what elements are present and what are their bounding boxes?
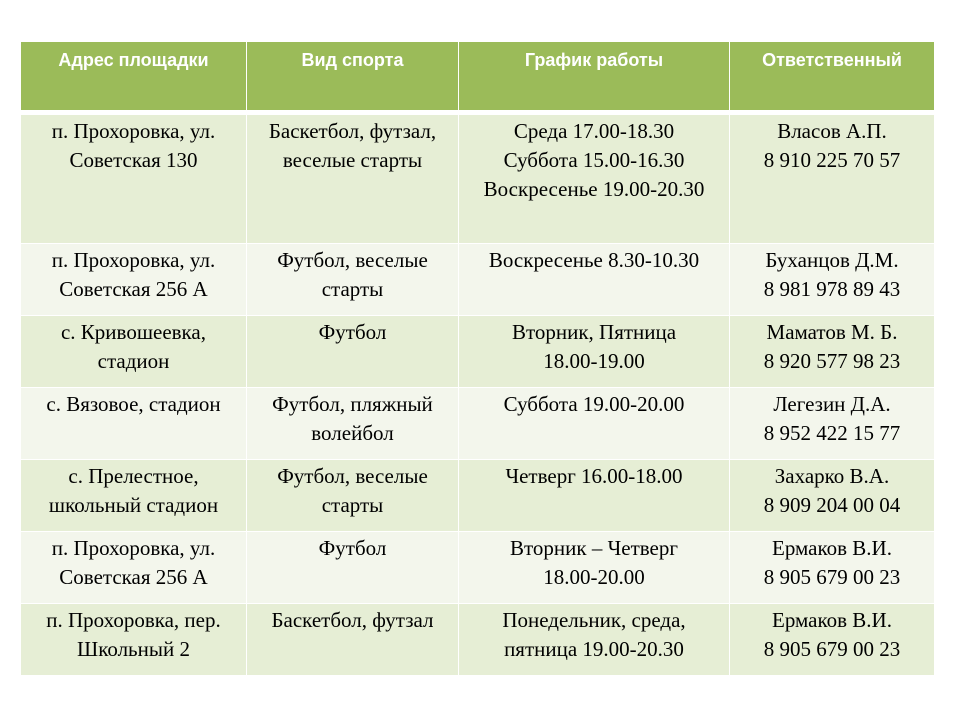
cell-line: с. Вязовое, стадион	[46, 391, 221, 416]
address-cell	[21, 387, 247, 459]
sport-cell	[247, 114, 459, 243]
cell-line: Футбол, веселые	[277, 463, 428, 488]
header-schedule: График работы	[459, 42, 730, 110]
cell-line: Маматов М. Б.	[766, 319, 898, 344]
cell-line: 8 920 577 98 23	[763, 348, 901, 373]
schedule-cell	[459, 387, 730, 459]
cell-line: 18.00-20.00	[543, 564, 645, 589]
sport-cell	[247, 531, 459, 603]
cell-line: Ермаков В.И.	[772, 535, 892, 560]
cell-line: Баскетбол, футзал	[271, 607, 434, 632]
cell-line: 8 952 422 15 77	[763, 420, 901, 445]
responsible-cell	[730, 114, 935, 243]
cell-line: Вторник – Четверг	[510, 535, 678, 560]
cell-line: 8 981 978 89 43	[763, 276, 901, 301]
cell-line: 8 909 204 00 04	[763, 492, 901, 517]
cell-line: Советская 130	[69, 147, 198, 172]
cell-line: 18.00-19.00	[543, 348, 645, 373]
table-row	[21, 459, 935, 531]
header-address: Адрес площадки	[21, 42, 247, 110]
cell-line: Буханцов Д.М.	[765, 247, 899, 272]
cell-line: Легезин Д.А.	[773, 391, 891, 416]
responsible-cell	[730, 243, 935, 315]
address-cell	[21, 243, 247, 315]
responsible-cell	[730, 459, 935, 531]
address-cell	[21, 603, 247, 675]
cell-line: п. Прохоровка, пер.	[46, 607, 221, 632]
cell-line: Вторник, Пятница	[511, 319, 677, 344]
cell-line: Советская 256 А	[59, 276, 208, 301]
sport-cell	[247, 459, 459, 531]
sport-cell	[247, 603, 459, 675]
schedule-cell	[459, 315, 730, 387]
cell-line: Ермаков В.И.	[772, 607, 892, 632]
table-row	[21, 243, 935, 315]
cell-line: 8 905 679 00 23	[763, 564, 901, 589]
table-row	[21, 387, 935, 459]
cell-line: веселые старты	[282, 147, 423, 172]
cell-line: Футбол	[318, 319, 387, 344]
cell-line: школьный стадион	[48, 492, 219, 517]
schedule-cell	[459, 531, 730, 603]
cell-line: волейбол	[311, 420, 394, 445]
address-cell	[21, 531, 247, 603]
schedule-cell	[459, 114, 730, 243]
cell-line: Футбол, веселые	[277, 247, 428, 272]
cell-line: Суббота 15.00-16.30	[503, 147, 685, 172]
table-row	[21, 531, 935, 603]
cell-line: п. Прохоровка, ул.	[51, 118, 216, 143]
table-row	[21, 315, 935, 387]
responsible-cell	[730, 603, 935, 675]
cell-line: старты	[321, 276, 384, 301]
responsible-cell	[730, 315, 935, 387]
cell-line: Четверг 16.00-18.00	[505, 463, 683, 488]
header-sport: Вид спорта	[247, 42, 459, 110]
cell-line: пятница 19.00-20.30	[504, 636, 684, 661]
address-cell	[21, 315, 247, 387]
header-responsible: Ответственный	[730, 42, 935, 110]
cell-line: с. Прелестное,	[68, 463, 199, 488]
table-row	[21, 603, 935, 675]
schedule-cell	[459, 603, 730, 675]
cell-line: Футбол, пляжный	[272, 391, 433, 416]
cell-line: п. Прохоровка, ул.	[51, 535, 216, 560]
address-cell	[21, 459, 247, 531]
table-header-row	[21, 42, 935, 110]
venues-table	[20, 42, 935, 676]
cell-line: Баскетбол, футзал,	[268, 118, 437, 143]
address-cell	[21, 114, 247, 243]
table-row	[21, 114, 935, 243]
responsible-cell	[730, 387, 935, 459]
sport-cell	[247, 315, 459, 387]
cell-line: Среда 17.00-18.30	[513, 118, 675, 143]
cell-line: 8 905 679 00 23	[763, 636, 901, 661]
schedule-cell	[459, 459, 730, 531]
cell-line: Понедельник, среда,	[502, 607, 686, 632]
cell-line: стадион	[97, 348, 170, 373]
cell-line: Воскресенье 19.00-20.30	[483, 176, 705, 201]
cell-line: Школьный 2	[77, 636, 190, 661]
cell-line: с. Кривошеевка,	[60, 319, 207, 344]
sport-cell	[247, 243, 459, 315]
responsible-cell	[730, 531, 935, 603]
cell-line: Футбол	[318, 535, 387, 560]
cell-line: п. Прохоровка, ул.	[51, 247, 216, 272]
cell-line: Захарко В.А.	[774, 463, 890, 488]
schedule-cell	[459, 243, 730, 315]
cell-line: Власов А.П.	[777, 118, 887, 143]
cell-line: Советская 256 А	[59, 564, 208, 589]
cell-line: 8 910 225 70 57	[763, 147, 901, 172]
sport-cell	[247, 387, 459, 459]
cell-line: старты	[321, 492, 384, 517]
cell-line: Воскресенье 8.30-10.30	[488, 247, 700, 272]
cell-line: Суббота 19.00-20.00	[503, 391, 685, 416]
